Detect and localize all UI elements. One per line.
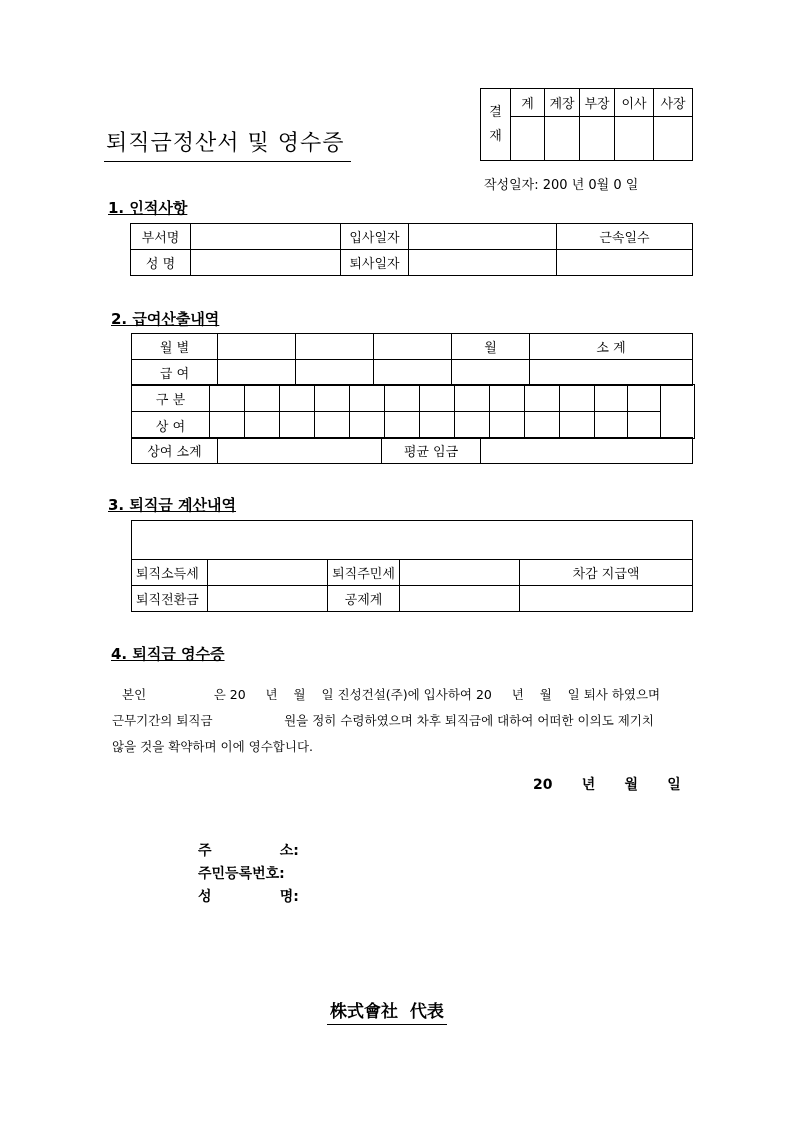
- label-retirement-conversion: 퇴직전환금: [132, 586, 208, 612]
- label-bonus: 상 여: [132, 412, 210, 439]
- retirement-income-tax-field[interactable]: [208, 560, 328, 586]
- salary-field[interactable]: [218, 360, 296, 386]
- section2-heading: 2. 급여산출내역: [111, 310, 220, 328]
- signer-name-label: 성 명:: [198, 889, 299, 905]
- bonus-cell[interactable]: [420, 412, 455, 439]
- bonus-cell[interactable]: [560, 412, 595, 439]
- bonus-cell[interactable]: [385, 412, 420, 439]
- resident-id-label: 주민등록번호:: [198, 866, 285, 882]
- average-wage-field[interactable]: [481, 438, 693, 464]
- label-category: 구 분: [132, 385, 210, 412]
- address-label: 주 소:: [198, 843, 299, 859]
- receipt-line-3: 않을 것을 확약하며 이에 영수합니다.: [112, 739, 313, 754]
- approval-col-isa: 이사: [615, 89, 654, 117]
- category-cell[interactable]: [490, 385, 525, 412]
- approval-sign-cell[interactable]: [654, 117, 693, 161]
- salary-field[interactable]: [374, 360, 452, 386]
- category-cell[interactable]: [420, 385, 455, 412]
- salary-table-top: [131, 333, 693, 386]
- category-cell[interactable]: [628, 385, 661, 412]
- month-field[interactable]: [296, 334, 374, 360]
- label-net-payment: 차감 지급액: [520, 560, 693, 586]
- category-cell[interactable]: [525, 385, 560, 412]
- approval-col-gye: 계: [511, 89, 545, 117]
- approval-sign-cell[interactable]: [615, 117, 654, 161]
- label-average-wage: 평균 임금: [382, 438, 481, 464]
- approval-col-bujang: 부장: [580, 89, 615, 117]
- bonus-cell[interactable]: [280, 412, 315, 439]
- write-date: 작성일자: 200 년 0월 0 일: [484, 178, 639, 193]
- approval-col-sajang: 사장: [654, 89, 693, 117]
- receipt-statement: [112, 682, 698, 760]
- bonus-cell[interactable]: [350, 412, 385, 439]
- approval-box: [480, 88, 693, 161]
- label-retire-date: 퇴사일자: [341, 250, 409, 276]
- bonus-cell[interactable]: [490, 412, 525, 439]
- receipt-line-1: 본인 은 20 년 월 일 진성건설(주)에 입사하여 20 년 월 일 퇴사 하였으며: [122, 687, 661, 702]
- department-field[interactable]: [191, 224, 341, 250]
- approval-label: [481, 89, 511, 161]
- category-cell[interactable]: [595, 385, 628, 412]
- approval-sign-cell[interactable]: [545, 117, 580, 161]
- month-field[interactable]: [374, 334, 452, 360]
- label-retirement-income-tax: 퇴직소득세: [132, 560, 208, 586]
- bonus-cell[interactable]: [525, 412, 560, 439]
- receipt-line-2: 근무기간의 퇴직금 원을 정히 수령하였으며 차후 퇴직금에 대하여 어떠한 이의도 제기치: [112, 713, 654, 728]
- label-name: 성 명: [131, 250, 191, 276]
- category-cell[interactable]: [245, 385, 280, 412]
- label-subtotal: 소 계: [530, 334, 693, 360]
- label-deduction-total: 공제계: [328, 586, 400, 612]
- category-cell[interactable]: [385, 385, 420, 412]
- label-service-days: 근속일수: [557, 224, 693, 250]
- label-month: 월 별: [132, 334, 218, 360]
- approval-sign-cell[interactable]: [511, 117, 545, 161]
- label-hire-date: 입사일자: [341, 224, 409, 250]
- service-days-field[interactable]: [557, 250, 693, 276]
- retirement-resident-tax-field[interactable]: [400, 560, 520, 586]
- bonus-cell[interactable]: [245, 412, 280, 439]
- bonus-cell[interactable]: [595, 412, 628, 439]
- label-month-unit: 월: [452, 334, 530, 360]
- label-salary: 급 여: [132, 360, 218, 386]
- category-cell[interactable]: [210, 385, 245, 412]
- bonus-cell[interactable]: [455, 412, 490, 439]
- net-payment-field[interactable]: [520, 586, 693, 612]
- retire-date-field[interactable]: [409, 250, 557, 276]
- personal-info-table: [130, 223, 693, 276]
- category-cell[interactable]: [315, 385, 350, 412]
- document-title: 퇴직금정산서 및 영수증: [104, 126, 351, 162]
- salary-summary-table: [131, 437, 693, 464]
- name-field[interactable]: [191, 250, 341, 276]
- bonus-total-cell[interactable]: [661, 385, 695, 439]
- severance-calc-table: [131, 520, 693, 612]
- category-cell[interactable]: [455, 385, 490, 412]
- retirement-conversion-field[interactable]: [208, 586, 328, 612]
- salary-field[interactable]: [452, 360, 530, 386]
- section4-heading: 4. 퇴직금 영수증: [111, 645, 225, 663]
- category-cell[interactable]: [560, 385, 595, 412]
- month-field[interactable]: [218, 334, 296, 360]
- bonus-cell[interactable]: [628, 412, 661, 439]
- salary-subtotal-field[interactable]: [530, 360, 693, 386]
- section1-heading: 1. 인적사항: [108, 199, 188, 217]
- label-retirement-resident-tax: 퇴직주민세: [328, 560, 400, 586]
- bonus-subtotal-field[interactable]: [218, 438, 382, 464]
- approval-label-bottom: 재: [489, 128, 502, 144]
- approval-label-top: 결: [489, 104, 502, 120]
- salary-field[interactable]: [296, 360, 374, 386]
- label-department: 부서명: [131, 224, 191, 250]
- receipt-date: 20 년 월 일: [533, 777, 681, 793]
- hire-date-field[interactable]: [409, 224, 557, 250]
- approval-sign-cell[interactable]: [580, 117, 615, 161]
- category-cell[interactable]: [280, 385, 315, 412]
- deduction-total-field[interactable]: [400, 586, 520, 612]
- calculation-detail-area[interactable]: [132, 521, 693, 560]
- bonus-cell[interactable]: [315, 412, 350, 439]
- section3-heading: 3. 퇴직금 계산내역: [108, 496, 237, 514]
- company-representative: 株式會社 代表: [327, 997, 447, 1025]
- bonus-cell[interactable]: [210, 412, 245, 439]
- label-bonus-subtotal: 상여 소계: [132, 438, 218, 464]
- bonus-table: [131, 384, 695, 439]
- category-cell[interactable]: [350, 385, 385, 412]
- approval-col-gyejang: 계장: [545, 89, 580, 117]
